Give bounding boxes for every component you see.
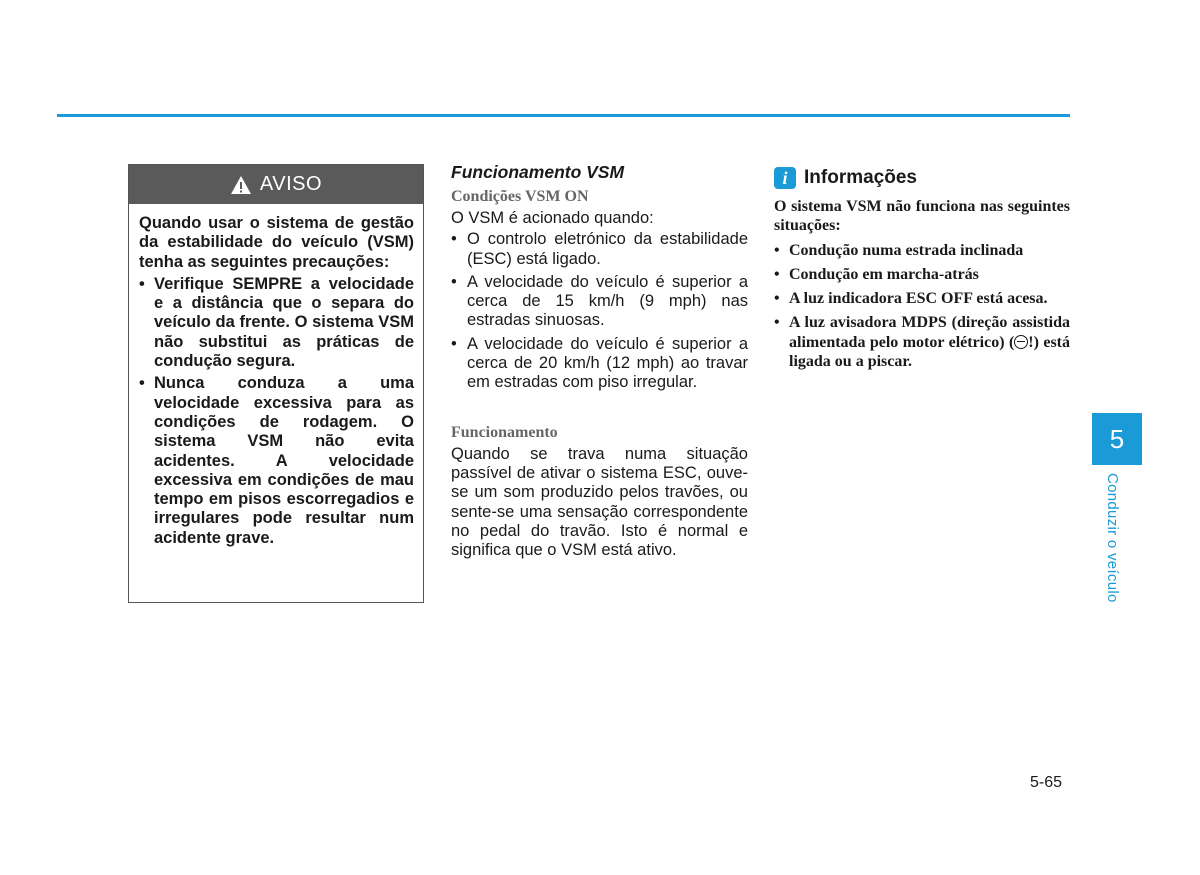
warning-title: AVISO [259,173,323,195]
info-body [774,197,1070,371]
conditions-list [451,230,748,392]
info-item: • Condução em marcha-atrás [774,265,979,283]
warning-item: • Verifique SEMPRE a velocidade e a distância que o separa do veículo da frente. O sistema VSM não substitui as práticas de condução segura. [139,274,414,371]
bullet: • [774,265,780,283]
mdps-warning-icon [1014,335,1028,349]
chapter-tab: 5 [1092,413,1142,465]
condition-item: • A velocidade do veículo é superior a cerca de 15 km/h (9 mph) nas estradas sinuosas. [451,272,748,330]
info-intro: O sistema VSM não funciona nas seguintes situações: [774,198,1070,235]
bullet: • [451,334,457,353]
bullet: • [451,272,457,291]
page-number: 5-65 [1030,774,1063,791]
warning-item: • Nunca conduza a uma velocidade excessiva para as condições de rodagem. O sistema VSM não evita acidentes. A velocidade excessiva em condições de mau tempo em pisos escorregadios e irregulares pode resultar num acidente grave. [139,374,414,547]
operation-heading: Funcionamento [451,423,558,441]
warning-list [139,275,414,548]
chapter-label: Conduzir o veículo [1104,473,1121,603]
info-item: • A luz indicadora ESC OFF está acesa. [774,290,1048,308]
conditions-intro: O VSM é acionado quando: [451,209,654,227]
info-icon: i [774,167,796,189]
warning-header [129,165,423,204]
conditions-heading: Condições VSM ON [451,188,589,205]
bullet: • [139,374,145,393]
bullet: • [774,241,780,259]
operation-text: Quando se trava numa situação passível de ativar o sistema ESC, ouve-se um som produzido pelos travões, ou sente-se uma sensação correspondente no pedal do travão. Isto é normal e significa que o VSM está ativo. [451,444,748,560]
warning-intro: Quando usar o sistema de gestão da estabilidade do veículo (VSM) tenha as seguintes precauções: [139,214,414,271]
warning-body [129,204,423,548]
condition-item: • O controlo eletrónico da estabilidade (ESC) está ligado. [451,230,748,268]
info-list [774,241,1070,372]
info-section [774,164,1070,376]
info-item: • Condução numa estrada inclinada [774,241,1024,259]
section-title: Funcionamento VSM [451,162,625,182]
header-rule [57,114,1070,117]
bullet: • [774,314,780,332]
bullet: • [774,290,780,308]
info-header [774,164,1070,192]
bullet: • [139,274,145,293]
info-title: Informações [804,167,917,188]
warning-triangle-icon [230,175,252,195]
condition-item: • A velocidade do veículo é superior a cerca de 20 km/h (12 mph) ao travar em estradas com piso irregular. [451,334,748,392]
warning-box [128,164,424,603]
mdps-symbol: ! [1028,333,1034,351]
info-item: • A luz avisadora MDPS (direção assistida alimentada pelo motor elétrico) ( !) está ligada ou a piscar. [774,314,1071,371]
bullet: • [451,230,457,249]
vsm-section [451,160,748,560]
